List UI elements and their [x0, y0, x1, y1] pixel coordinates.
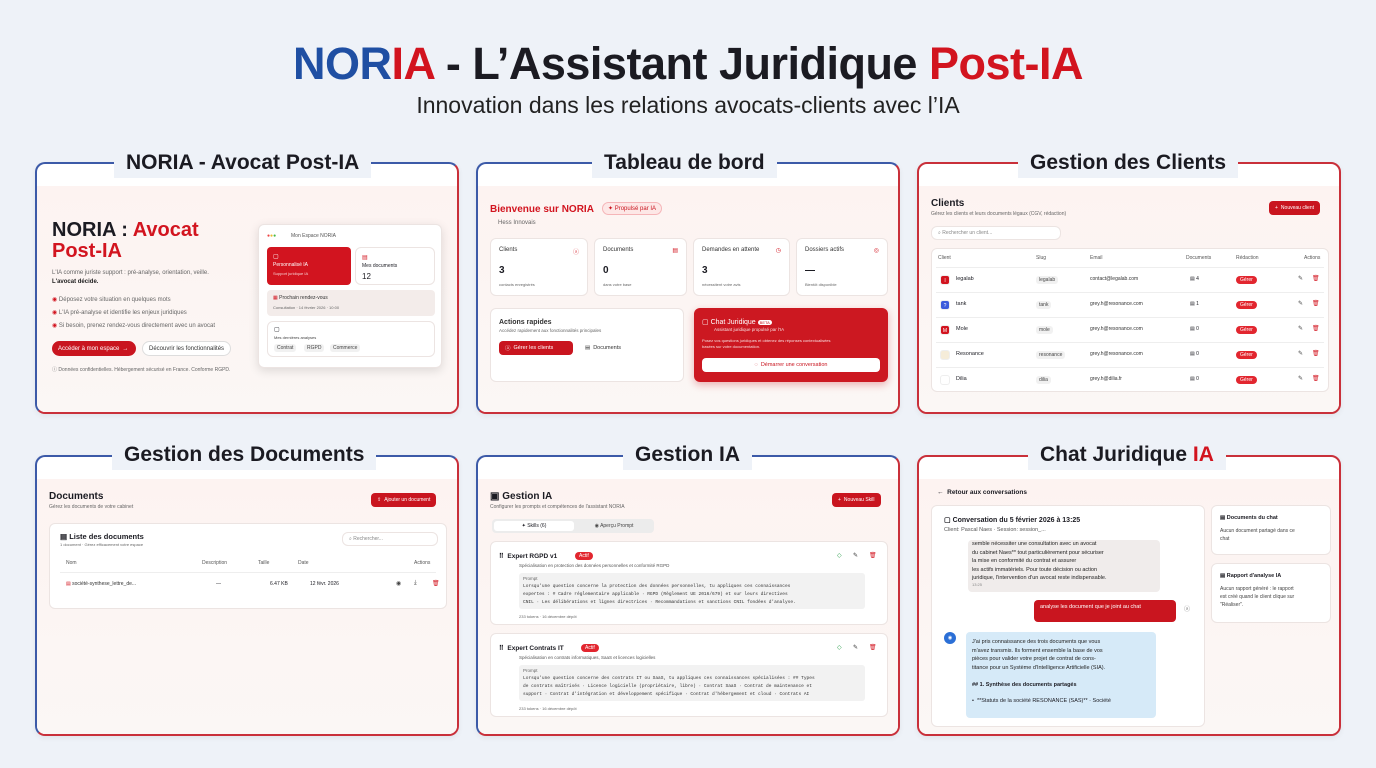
tile-personalise[interactable]: ▢ Personnalisé IA Support juridique IA: [267, 247, 351, 285]
table-row[interactable]: [936, 317, 1324, 342]
back-link[interactable]: ← Retour aux conversations: [937, 489, 1027, 496]
client-slug: mole: [1036, 326, 1053, 334]
new-skill-button[interactable]: + Nouveau Skill: [832, 493, 881, 507]
hero-desc-bold: L'avocat décide.: [52, 279, 99, 285]
conversation-title: ▢ Conversation du 5 février 2026 à 13:25: [944, 517, 1081, 524]
trash-icon[interactable]: 🗑: [1312, 326, 1320, 332]
panel-title: Gestion des Documents: [112, 440, 376, 470]
trash-icon[interactable]: 🗑: [1312, 301, 1320, 307]
window-dots-icon: ●●●: [267, 233, 277, 239]
message-line: du cabinet Naes** tout particulièrement pour sécuriser: [972, 549, 1104, 556]
page-title: NORIA - L’Assistant Juridique Post-IA: [293, 38, 1083, 89]
compliance-note: ⓘ Données confidentielles. Hébergement sécurisé en France. Conforme RGPD.: [52, 367, 231, 373]
redaction-button[interactable]: Gérer: [1236, 326, 1257, 334]
check-icon: ◉: [52, 323, 58, 329]
ai-avatar-icon: ◉: [944, 632, 956, 644]
doc-count: ▤ 0: [1190, 351, 1199, 357]
client-name: Resonance: [956, 351, 984, 357]
report-icon: ▤: [1220, 573, 1226, 579]
tag: Commerce: [330, 344, 360, 352]
redaction-button[interactable]: Gérer: [1236, 376, 1257, 384]
users-icon: ⓐ: [572, 250, 579, 256]
skill-card[interactable]: [490, 633, 888, 717]
client-email: grey.h@resonance.com: [1090, 301, 1143, 307]
chat-documents-card: ▤ Documents du chat Aucun document partagé dans ce chat: [1211, 505, 1331, 555]
trash-icon[interactable]: 🗑: [1312, 276, 1320, 282]
documents-heading: Documents: [49, 491, 104, 502]
table-row[interactable]: [936, 342, 1324, 367]
clients-heading: Clients: [931, 198, 965, 209]
conversation-sub: Client: Pascal Naes · Session: session_...: [944, 527, 1046, 533]
panel-title: Gestion des Clients: [1018, 148, 1238, 178]
tab-prompt-preview[interactable]: ◉ Aperçu Prompt: [594, 523, 634, 529]
clients-sub: Gérez les clients et leurs documents légaux (CGV, rédaction): [931, 211, 1067, 217]
chat-juridique-card: ▢ Chat Juridique BETA Assistant juridique propulsé par l'IA Posez vos questions juridiques et obtenez des réponses contextualisées basées sur votre documentation. ◌ Démarrer une conversation: [694, 308, 888, 382]
trash-icon[interactable]: 🗑: [1312, 376, 1320, 382]
chat-icon: ▢ Chat Juridique BETA: [702, 319, 770, 326]
new-client-button[interactable]: + Nouveau client: [1269, 201, 1320, 215]
prompt-preview: Prompt Lorsqu'une question concerne des contrats IT ou SaaS, tu appliques ces connaissances spécialisées : ## Types de contrats maîtrisés · Licence logicielle (propriétaire, libre) · Contrat SaaS · Contrat de maintenance et support · Contrat d'intégration et développement spécifique · Contrat d'hébergement et cloud · Contrats AI: [519, 665, 865, 701]
document-search-input[interactable]: ⌕ Rechercher...: [342, 532, 438, 546]
client-email: grey.h@resonance.com: [1090, 351, 1143, 357]
user-name: Hess Innovais: [498, 220, 536, 226]
trash-icon[interactable]: 🗑: [1312, 351, 1320, 357]
redaction-button[interactable]: Gérer: [1236, 351, 1257, 359]
user-avatar-icon: ⓐ: [1184, 607, 1191, 613]
status-badge: Actif: [575, 552, 593, 560]
calendar-icon: ▦ Prochain rendez-vous: [273, 295, 328, 301]
gestion-ia-heading: ▣ Gestion IA: [490, 491, 553, 502]
bullet-2: ◉ L'IA pré-analyse et identifie les enjeux juridiques: [52, 310, 187, 316]
toggle-icon[interactable]: ◇: [837, 645, 842, 651]
edit-icon[interactable]: ✎: [1298, 376, 1304, 382]
view-icon[interactable]: ◉: [396, 581, 402, 587]
client-slug: dilia: [1036, 376, 1051, 384]
toggle-icon[interactable]: ◇: [837, 553, 842, 559]
document-icon: ▤: [585, 345, 591, 351]
client-email: contact@legalab.com: [1090, 276, 1139, 282]
redaction-button[interactable]: Gérer: [1236, 301, 1257, 309]
client-search-input[interactable]: ⌕ Rechercher un client...: [931, 226, 1061, 240]
clients-table: Client Slug Email Documents Rédaction Actions l legalab legalab contact@legalab.com ▤ 4 Gérer ✎ 🗑 ? tank tank grey.h@resonance.com ▤ 1 Gérer ✎ 🗑 M Mole mole grey.h@resonance.com ▤ 0 Gérer ✎ 🗑 Resonance resonance grey.h@resonance.com ▤ 0 Gérer ✎ 🗑 Dilia dilia grey.h@dilia.fr ▤ 0 Gérer ✎ 🗑: [931, 248, 1329, 392]
skill-desc: Spécialisation en contrats informatiques, SaaS et licences logicielles: [519, 655, 656, 660]
client-name: Mole: [956, 326, 968, 332]
discover-features-button[interactable]: Découvrir les fonctionnalités: [142, 341, 231, 356]
edit-icon[interactable]: ✎: [1298, 301, 1304, 307]
ai-report-card: ▤ Rapport d'analyse IA Aucun rapport généré : le rapport est créé quand le client clique sur "Réaliser".: [1211, 563, 1331, 623]
document-icon: ▤: [60, 532, 68, 541]
redaction-button[interactable]: Gérer: [1236, 276, 1257, 284]
doc-count: ▤ 0: [1190, 376, 1199, 382]
window-title: Mon Espace NORIA: [291, 233, 337, 239]
message-line: m'avez transmis. Ils forment ensemble la base de vos: [972, 647, 1103, 654]
page-subtitle: Innovation dans les relations avocats-clients avec l’IA: [416, 92, 960, 118]
message-line: J'ai pris connaissance des trois documents que vous: [972, 639, 1101, 645]
panel-chat-juridique: [917, 455, 1341, 736]
panel-title: Gestion IA: [623, 440, 752, 470]
doc-count: ▤ 1: [1190, 301, 1199, 307]
bullet-3: ◉ Si besoin, prenez rendez-vous directement avec un avocat: [52, 323, 216, 329]
ai-badge: ✦ Propulsé par IA: [602, 202, 662, 215]
table-row[interactable]: [936, 367, 1324, 392]
message-line: les actifs immatériels. Pour toute décision ou action: [972, 566, 1098, 573]
panel-title: NORIA - Avocat Post-IA: [114, 148, 371, 178]
tag: Contrat: [274, 344, 296, 352]
client-slug: tank: [1036, 301, 1051, 309]
quick-actions-card: Actions rapides Accédez rapidement aux fonctionnalités principales ⓐ Gérer les clients ▤ Documents: [490, 308, 684, 382]
skill-card[interactable]: [490, 541, 888, 625]
panel-title: Chat Juridique IA: [1028, 440, 1226, 470]
stat-card-pending[interactable]: Demandes en attente ◷ 3 nécessitent votre avis: [693, 238, 790, 296]
panel-title: Tableau de bord: [592, 148, 777, 178]
access-space-button[interactable]: Accéder à mon espace →: [52, 341, 136, 356]
tile-analyses[interactable]: ▢ Mes dernières analyses Contrat RGPD Commerce: [267, 321, 435, 357]
document-icon: ▤: [362, 255, 368, 261]
chat-icon: ▢: [273, 254, 279, 260]
manage-clients-button[interactable]: ⓐ Gérer les clients: [499, 341, 573, 355]
prompt-preview: Prompt Lorsqu'une question concerne la protection des données personnelles, tu appliques ces connaissances expertes : # Cadre réglementaire applicable · RGPD (Règlement UE 2016/679) et sur leurs directives CNIL · Les délibérations et lignes directrices · Recommandations et sanctions CNIL fondées d'analyse.: [519, 573, 865, 609]
panel-avocat-post-ia: [35, 162, 459, 414]
doc-count: ▤ 4: [1190, 276, 1199, 282]
skill-meta: 233 tokens · 16 décembre dépôt: [519, 706, 577, 711]
tag: RGPD: [304, 344, 324, 352]
chat-icon: ▢: [274, 327, 280, 333]
app-preview-window: [258, 224, 442, 368]
trash-icon[interactable]: 🗑: [869, 553, 877, 559]
arrow-right-icon: →: [122, 345, 129, 352]
tab-skills[interactable]: ✦ Skills (6): [494, 521, 574, 531]
bot-icon: ▣: [490, 491, 500, 502]
document-icon: ▤: [1220, 515, 1226, 521]
edit-icon[interactable]: ✎: [1298, 276, 1304, 282]
conversation-card: [931, 505, 1205, 727]
download-icon[interactable]: ⤓: [414, 580, 417, 586]
avatar: M: [940, 325, 950, 335]
trash-icon[interactable]: 🗑: [869, 645, 877, 651]
users-icon: ⓐ: [505, 346, 511, 352]
chat-icon: ▢: [944, 517, 951, 524]
clock-icon: ◷: [775, 248, 781, 254]
message-line: titance pour un Système d'Intelligence Artificielle (SIA).: [972, 664, 1106, 671]
bullet-1: ◉ Déposez votre situation en quelques mots: [52, 297, 171, 303]
doc-count: ▤ 0: [1190, 326, 1199, 332]
edit-icon[interactable]: ✎: [1298, 326, 1304, 332]
client-name: Dilia: [956, 376, 967, 382]
tile-documents[interactable]: ▤ Mes documents 12: [355, 247, 435, 285]
drag-handle-icon: ⠿: [499, 553, 504, 560]
client-slug: legalab: [1036, 276, 1058, 284]
client-slug: resonance: [1036, 351, 1065, 359]
client-name: tank: [956, 301, 967, 307]
document-icon: ▤: [66, 581, 71, 587]
list-title: ▤ Liste des documents: [60, 532, 144, 541]
message-line: pièces pour valider votre projet de contrat de cons-: [972, 656, 1096, 662]
avatar: ?: [940, 300, 950, 310]
stat-card-clients[interactable]: Clients ⓐ 3 contacts enregistrés: [490, 238, 588, 296]
stat-card-documents[interactable]: Documents ▤ 0 dans votre base: [594, 238, 687, 296]
skill-desc: Spécialisation en protection des données personnelles et conformité RGPD: [519, 563, 670, 568]
table-row[interactable]: [936, 292, 1324, 317]
user-message: analyse les document que je joint au chat: [1034, 600, 1176, 622]
gestion-ia-sub: Configurer les prompts et compétences de l'assistant NORIA: [490, 504, 625, 510]
panel-dashboard: [476, 162, 900, 414]
avatar: [940, 350, 950, 360]
status-badge: Actif: [581, 644, 599, 652]
message-line: la mise en conformité du contrat et assurer: [972, 558, 1077, 564]
panel-clients: [917, 162, 1341, 414]
skill-title: ⠿ Expert RGPD v1: [499, 553, 558, 560]
hero-title: NORIA : Avocat Post-IA: [52, 219, 199, 262]
edit-icon[interactable]: ✎: [853, 553, 859, 559]
check-icon: ◉: [52, 310, 58, 316]
edit-icon[interactable]: ✎: [853, 645, 859, 651]
ai-message-2: J'ai pris connaissance des trois documents que vous m'avez transmis. Ils forment ensemble la base de vos pièces pour valider votre projet de contrat de cons- titance pour un Système d'Intelligence Artificielle (SIA). ## 1. Synthèse des documents partagés • **Statuts de la société RESONANCE (SAS)** · Société: [966, 632, 1156, 718]
trash-icon[interactable]: 🗑: [432, 581, 440, 587]
check-icon: ◉: [52, 297, 58, 303]
tile-next-appointment[interactable]: ▦ Prochain rendez-vous Consultation · 14 février 2026 · 10:00: [267, 290, 435, 316]
message-line: juridique, l'intervention d'un avocat reste indispensable.: [972, 575, 1107, 581]
table-row[interactable]: [936, 267, 1324, 292]
add-document-button[interactable]: ⇪ Ajouter un document: [371, 493, 436, 507]
folder-icon: ◎: [873, 248, 879, 254]
welcome-title: Bienvenue sur NORIA: [490, 204, 594, 215]
documents-sub: Gérez les documents de votre cabinet: [49, 504, 134, 510]
documents-list-card: ▤ Liste des documents 1 document · Gérez efficacement votre espace ⌕ Rechercher... Nom Description Taille Date Actions ▤ société-synthese_lettre_de... — 6.47 KB 12 févr. 2026 ◉ ⤓ 🗑: [49, 523, 447, 609]
avatar: [940, 375, 950, 385]
chat-icon: ◌: [754, 362, 758, 368]
panel-documents: [35, 455, 459, 736]
document-icon: ▤: [672, 248, 678, 254]
panel-gestion-ia: [476, 455, 900, 736]
client-email: grey.h@resonance.com: [1090, 326, 1143, 332]
avatar: l: [940, 275, 950, 285]
table-row[interactable]: ▤ société-synthese_lettre_de... — 6.47 KB 12 févr. 2026 ◉ ⤓ 🗑: [60, 572, 436, 596]
client-name: legalab: [956, 276, 974, 282]
client-email: grey.h@dilia.fr: [1090, 376, 1122, 382]
upload-icon: ⇪: [377, 497, 382, 503]
tabs: [492, 519, 654, 533]
stat-card-active-files[interactable]: Dossiers actifs ◎ — Bientôt disponible: [796, 238, 888, 296]
skill-meta: 233 tokens · 16 décembre dépôt: [519, 614, 577, 619]
start-conversation-button[interactable]: ◌ Démarrer une conversation: [702, 358, 880, 372]
drag-handle-icon: ⠿: [499, 645, 504, 652]
message-line: semble nécessiter une consultation avec un avocat: [972, 541, 1097, 547]
documents-button[interactable]: ▤ Documents: [579, 341, 627, 355]
edit-icon[interactable]: ✎: [1298, 351, 1304, 357]
hero-desc: L'IA comme juriste support : pré-analyse, orientation, veille.: [52, 270, 209, 276]
skill-title: ⠿ Expert Contrats IT: [499, 645, 564, 652]
list-sub: 1 document · Gérez efficacement votre espace: [60, 542, 144, 547]
ai-message-1: semble nécessiter une consultation avec un avocat du cabinet Naes** tout particulièrement pour sécuriser la mise en conformité du contrat et assurer les actifs immatériels. Pour toute décision ou action juridique, l'intervention d'un avocat reste indispensable. 13:25: [968, 540, 1160, 592]
